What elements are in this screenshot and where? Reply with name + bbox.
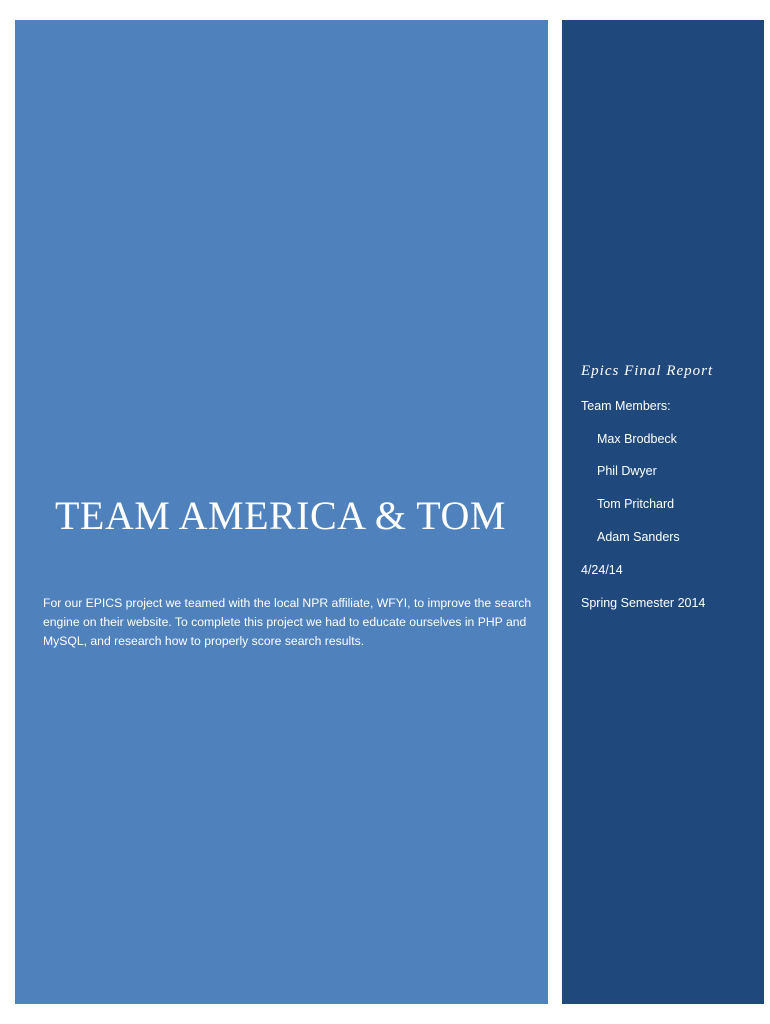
team-member: Adam Sanders [597,530,680,544]
cover-title: TEAM AMERICA & TOM [55,493,506,538]
report-date: 4/24/14 [581,563,623,577]
semester-label: Spring Semester 2014 [581,596,706,610]
team-members-label: Team Members: [581,399,671,413]
project-summary: For our EPICS project we teamed with the local NPR affiliate, WFYI, to improve the search engine on their website. To complete this project we had to educate ourselves in PHP and MySQL, and research how to properly score search results. [43,596,532,648]
team-member: Tom Pritchard [597,497,675,511]
team-member: Max Brodbeck [597,432,677,446]
main-panel [15,20,548,1004]
report-title: Epics Final Report [581,363,714,379]
sidebar-panel [562,20,764,1004]
team-member: Phil Dwyer [597,464,657,478]
